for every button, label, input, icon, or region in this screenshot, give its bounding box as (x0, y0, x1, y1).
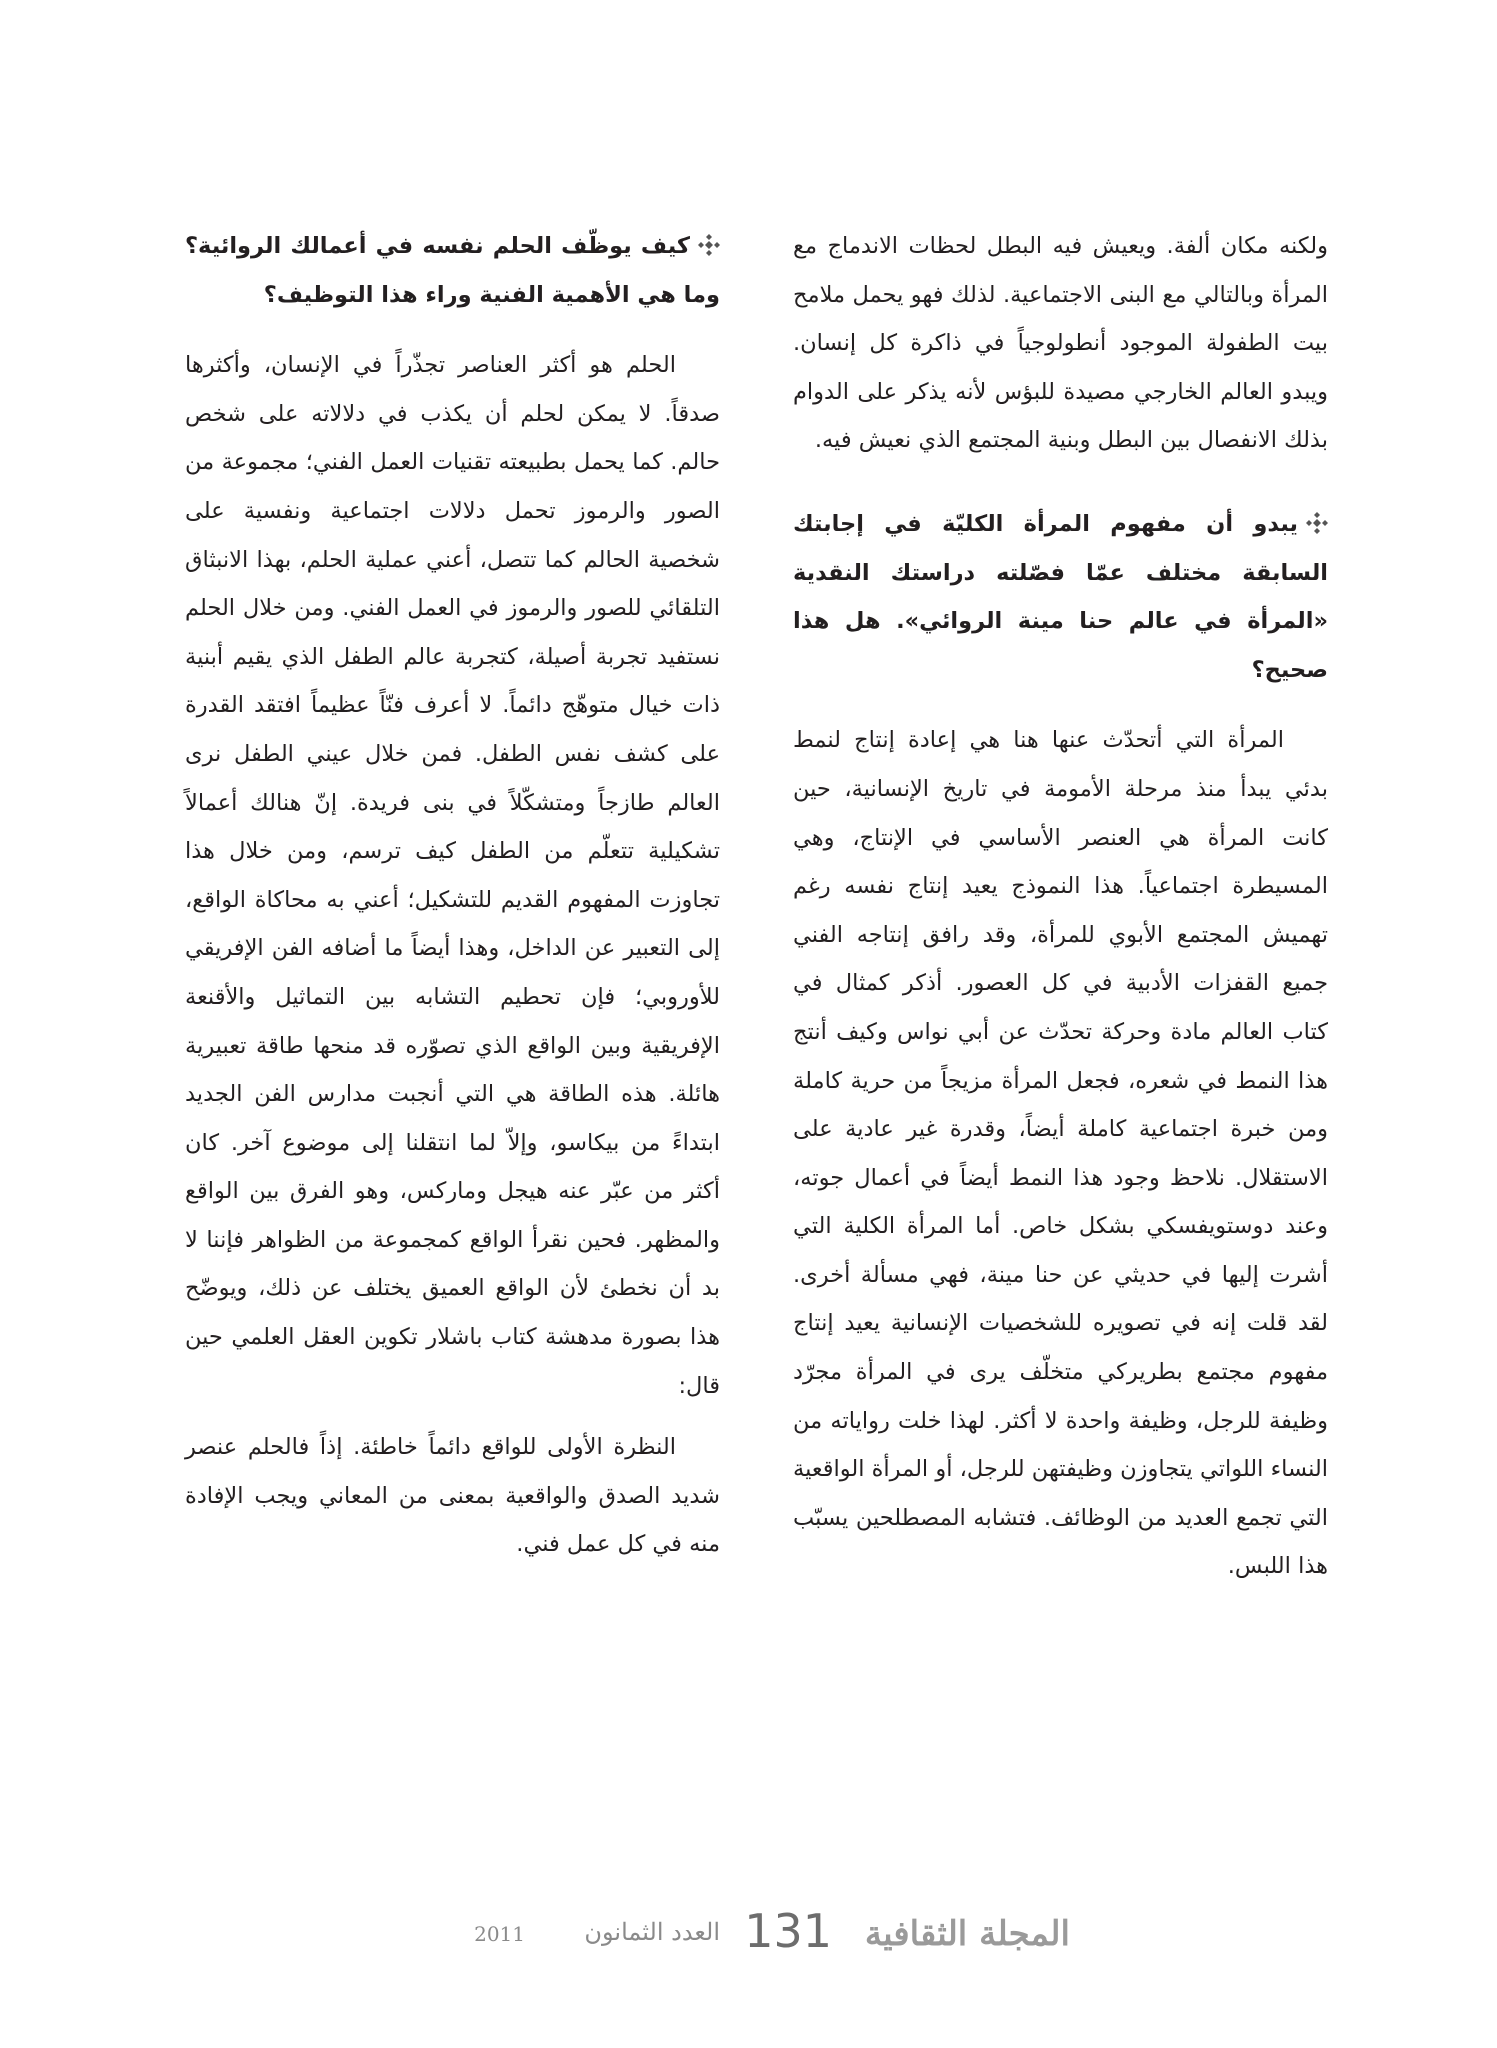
paragraph-answer: المرأة التي أتحدّث عنها هنا هي إعادة إنتاج لنمط بدئي يبدأ منذ مرحلة الأمومة في تاريخ الإنسانية، حين كانت المرأة هي العنصر الأساسي في الإنتاج، وهي المسيطرة اجتماعياً. هذا النموذج يعيد إنتاج نفسه رغم تهميش المجتمع الأبوي للمرأة، وقد رافق إنتاجه الفني جميع القفزات الأدبية في كل العصور. أذكر كمثال في كتاب العالم مادة وحركة تحدّث عن أبي نواس وكيف أنتج هذا النمط في شعره، فجعل المرأة مزيجاً من حرية كاملة ومن خبرة اجتماعية كاملة أيضاً، وقدرة غير عادية على الاستقلال. نلاحظ وجود هذا النمط أيضاً في أعمال جوته، وعند دوستويفسكي بشكل خاص. أما المرأة الكلية التي أشرت إليها في حديثي عن حنا مينة، فهي مسألة أخرى. لقد قلت إنه في تصويره للشخصيات الإنسانية يعيد إنتاج مفهوم مجتمع بطريركي متخلّف يرى في المرأة مجرّد وظيفة للرجل، وظيفة واحدة لا أكثر. لهذا خلت رواياته من النساء اللواتي يتجاوزن وظيفتهن للرجل، أو المرأة الواقعية التي تجمع العديد من الوظائف. فتشابه المصطلحين يسبّب هذا اللبس. (793, 727, 1328, 1580)
paragraph-answer-dream: الحلم هو أكثر العناصر تجذّراً في الإنسان، وأكثرها صدقاً. لا يمكن لحلم أن يكذب في دلالاته على شخص حالم. كما يحمل بطبيعته تقنيات العمل الفني؛ مجموعة من الصور والرموز تحمل دلالات اجتماعية ونفسية على شخصية الحالم كما تتصل، أعني عملية الحلم، بهذا الانبثاق التلقائي للصور والرموز في العمل الفني. ومن خلال الحلم نستفيد تجربة أصيلة، كتجربة عالم الطفل الذي يقيم أبنية ذات خيال متوهّج دائماً. لا أعرف فنّاً عظيماً افتقد القدرة على كشف نفس الطفل. فمن خلال عيني الطفل نرى العالم طازجاً ومتشكّلاً في بنى فريدة. إنّ هنالك أعمالاً تشكيلية تتعلّم من الطفل كيف ترسم، ومن خلال هذا تجاوزت المفهوم القديم للتشكيل؛ أعني به محاكاة الواقع، إلى التعبير عن الداخل، وهذا أيضاً ما أضافه الفن الإفريقي للأوروبي؛ فإن تحطيم التشابه بين التماثيل والأقنعة الإفريقية وبين الواقع الذي تصوّره قد منحها طاقة تعبيرية هائلة. هذه الطاقة هي التي أنجبت مدارس الفن الجديد ابتداءً من بيكاسو، وإلاّ لما انتقلنا إلى موضوع آخر. كان أكثر من عبّر عنه هيجل وماركس، وهو الفرق بين الواقع والمظهر. فحين نقرأ الواقع كمجموعة من الظواهر فإننا لا بد أن نخطئ لأن الواقع العميق يختلف عن ذلك، ويوضّح هذا بصورة مدهشة كتاب باشلار تكوين العقل العلمي حين قال: (185, 352, 720, 1399)
interview-question-1 (185, 222, 720, 319)
question-text: يبدو أن مفهوم المرأة الكليّة في إجابتك السابقة مختلف عمّا فصّلته دراستك النقدية «المرأة في عالم حنا مينة الروائي». هل هذا صحيح؟ (793, 510, 1328, 683)
magazine-name: المجلة الثقافية (864, 1914, 1070, 1954)
diamond-bullet-icon (698, 234, 720, 256)
paragraph-conclusion: النظرة الأولى للواقع دائماً خاطئة. إذاً فالحلم عنصر شديد الصدق والواقعية بمعنى من المعاني ويجب الإفادة منه في كل عمل فني. (185, 1434, 720, 1558)
issue-label: العدد الثمانون (584, 1918, 720, 1946)
page-number: 131 (744, 1904, 832, 1958)
page-footer (430, 1904, 1070, 1960)
paragraph-intro: ولكنه مكان ألفة. ويعيش فيه البطل لحظات الاندماج مع المرأة وبالتالي مع البنى الاجتماعية. لذلك فهو يحمل ملامح بيت الطفولة الموجود أنطولوجياً في ذاكرة كل إنسان. ويبدو العالم الخارجي مصيدة للبؤس لأنه يذكر على الدوام بذلك الانفصال بين البطل وبنية المجتمع الذي نعيش فيه. (793, 233, 1328, 454)
diamond-bullet-icon (1306, 512, 1328, 534)
issue-year: 2011 (474, 1922, 525, 1946)
left-column (185, 222, 720, 1582)
question-text: كيف يوظّف الحلم نفسه في أعمالك الروائية؟ وما هي الأهمية الفنية وراء هذا التوظيف؟ (185, 233, 720, 308)
interview-question-2 (793, 500, 1328, 694)
right-column (793, 222, 1328, 1604)
